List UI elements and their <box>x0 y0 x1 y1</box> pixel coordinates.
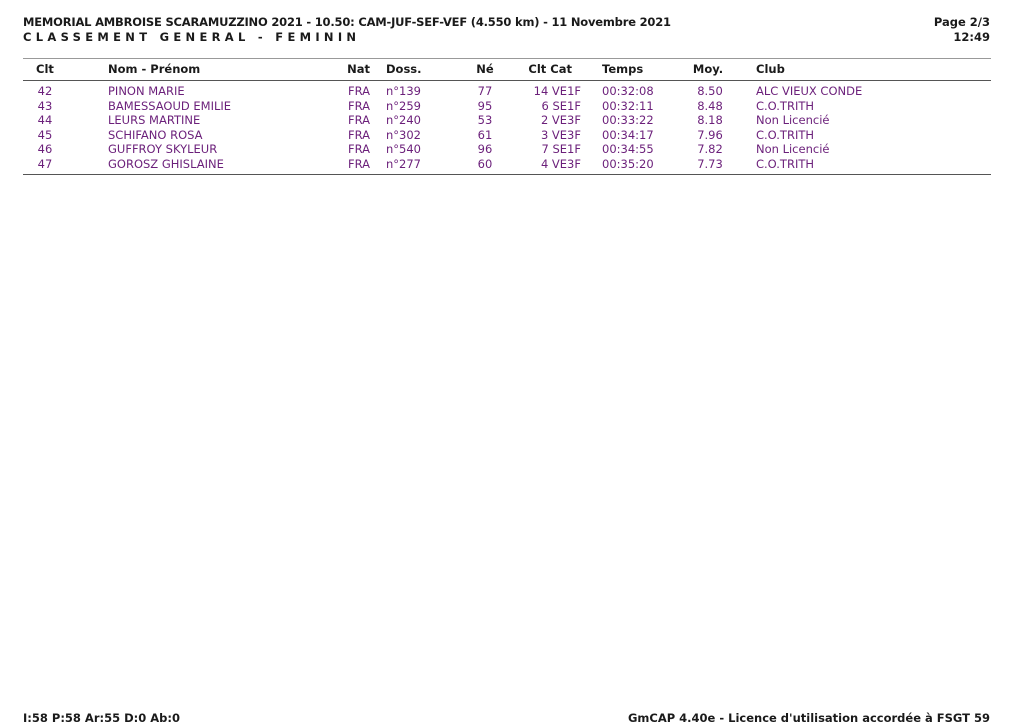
cell-club: Non Licencié <box>756 113 830 128</box>
cell-nat: FRA <box>347 113 370 128</box>
column-header-temps: Temps <box>602 62 644 76</box>
cell-nom: SCHIFANO ROSA <box>108 127 203 142</box>
cell-club: C.O.TRITH <box>756 98 815 113</box>
cell-club: ALC VIEUX CONDE <box>756 84 863 98</box>
cell-nat: FRA <box>347 142 370 157</box>
table-row <box>0 99 1024 114</box>
column-header-moy: Moy. <box>692 62 724 76</box>
cell-moy: 8.18 <box>697 113 723 128</box>
cell-nom: BAMESSAOUD EMILIE <box>108 98 232 113</box>
cell-doss: n°139 <box>386 84 421 98</box>
cell-doss: n°259 <box>386 98 421 113</box>
cell-temps: 00:32:11 <box>602 98 654 113</box>
cell-clt-cat: 3 VE3F <box>540 127 581 142</box>
cell-doss: n°240 <box>386 113 421 128</box>
cell-nat: FRA <box>347 98 370 113</box>
cell-doss: n°302 <box>386 127 421 142</box>
column-header-nat: Nat <box>347 62 370 76</box>
page-number: Page 2/3 <box>933 15 990 29</box>
cell-nat: FRA <box>347 156 370 171</box>
cell-clt: 47 <box>37 156 53 171</box>
column-header-ne: Né <box>476 62 494 76</box>
page-title: MEMORIAL AMBROISE SCARAMUZZINO 2021 - 10.50: CAM-JUF-SEF-VEF (4.550 km) - 11 Novembre 2021 <box>23 15 671 29</box>
cell-nom: GOROSZ GHISLAINE <box>108 156 224 171</box>
cell-temps: 00:33:22 <box>602 113 654 128</box>
footer-license: GmCAP 4.40e - Licence d'utilisation accordée à FSGT 59 <box>627 711 990 725</box>
cell-temps: 00:35:20 <box>602 156 654 171</box>
cell-ne: 61 <box>477 127 493 142</box>
cell-moy: 7.82 <box>697 142 723 157</box>
cell-nat: FRA <box>347 127 370 142</box>
cell-doss: n°277 <box>386 156 421 171</box>
footer-stats: I:58 P:58 Ar:55 D:0 Ab:0 <box>23 711 180 725</box>
column-header-nom: Nom - Prénom <box>108 62 201 76</box>
cell-nom: LEURS MARTINE <box>108 113 201 128</box>
cell-nom: PINON MARIE <box>108 84 185 98</box>
table-row <box>0 157 1024 172</box>
cell-moy: 8.50 <box>697 84 723 98</box>
cell-ne: 77 <box>477 84 493 98</box>
cell-clt: 45 <box>37 127 53 142</box>
column-header-clt: Clt <box>36 62 54 76</box>
cell-club: Non Licencié <box>756 142 830 157</box>
column-header-doss: Doss. <box>386 62 422 76</box>
table-row <box>0 84 1024 99</box>
cell-temps: 00:32:08 <box>602 84 654 98</box>
cell-ne: 96 <box>477 142 493 157</box>
table-header <box>0 62 1024 78</box>
cell-nat: FRA <box>347 84 370 98</box>
cell-nom: GUFFROY SKYLEUR <box>108 142 218 157</box>
column-header-clt-cat: Clt Cat <box>528 62 572 76</box>
cell-clt: 44 <box>37 113 53 128</box>
cell-clt-cat: 4 VE3F <box>540 156 581 171</box>
cell-ne: 95 <box>477 98 493 113</box>
page-subtitle: CLASSEMENT GENERAL - FEMININ <box>23 30 361 44</box>
cell-ne: 60 <box>477 156 493 171</box>
cell-ne: 53 <box>477 113 493 128</box>
table-row <box>0 113 1024 128</box>
table-row <box>0 128 1024 143</box>
print-time: 12:49 <box>953 30 990 44</box>
table-body <box>0 84 1024 172</box>
cell-clt-cat: 7 SE1F <box>541 142 581 157</box>
cell-moy: 7.73 <box>697 156 723 171</box>
table-header-divider <box>23 80 991 81</box>
table-row <box>0 142 1024 157</box>
cell-temps: 00:34:17 <box>602 127 654 142</box>
cell-temps: 00:34:55 <box>602 142 654 157</box>
cell-clt-cat: 2 VE3F <box>540 113 581 128</box>
cell-club: C.O.TRITH <box>756 127 815 142</box>
cell-moy: 8.48 <box>697 98 723 113</box>
column-header-club: Club <box>756 62 785 76</box>
cell-club: C.O.TRITH <box>756 156 815 171</box>
cell-moy: 7.96 <box>697 127 723 142</box>
cell-doss: n°540 <box>386 142 421 157</box>
header-divider <box>23 58 991 59</box>
cell-clt: 43 <box>37 98 53 113</box>
cell-clt-cat: 6 SE1F <box>541 98 581 113</box>
cell-clt: 42 <box>37 84 53 98</box>
table-bottom-divider <box>23 174 991 175</box>
cell-clt-cat: 14 VE1F <box>533 84 581 98</box>
cell-clt: 46 <box>37 142 53 157</box>
